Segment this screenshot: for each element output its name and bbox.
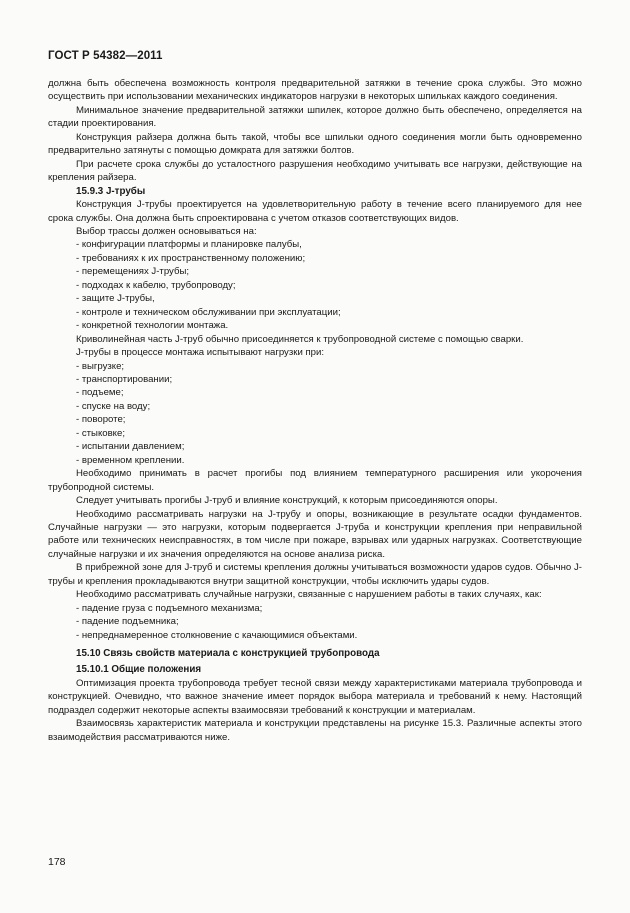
- list-item: - спуске на воду;: [76, 400, 151, 412]
- list-item: - временном креплении.: [76, 454, 185, 466]
- list-item: - конфигурации платформы и планировке палубы,: [76, 239, 302, 251]
- subsection-heading: 15.10.1 Общие положения: [76, 664, 202, 676]
- paragraph: должна быть обеспечена возможность контроля предварительной затяжки в течение срока службы. Это можно осуществить при использовании механических индикаторов нагрузки в некоторых шпильках каждого соединения.: [48, 78, 582, 103]
- paragraph: При расчете срока службы до усталостного разрушения необходимо учитывать все нагрузки, действующие на крепления райзера.: [48, 158, 582, 184]
- paragraph: Конструкция райзера должна быть такой, чтобы все шпильки одного соединения могли быть одновременно предварительно затянуты с помощью домкрата для затяжки болтов.: [48, 131, 582, 157]
- paragraph: Криволинейная часть J-труб обычно присоединяется к трубопроводной системе с помощью сварки.: [76, 333, 524, 345]
- document-body: [48, 77, 582, 744]
- list-item: - требованиях к их пространственному положению;: [76, 252, 306, 264]
- list-item: - падение груза с подъемного механизма;: [76, 602, 263, 614]
- paragraph: Следует учитывать прогибы J-труб и влияние конструкций, к которым присоединяются опоры.: [76, 495, 498, 507]
- list-item: - контроле и техническом обслуживании при эксплуатации;: [76, 306, 341, 318]
- list-item: - подходах к кабелю, трубопроводу;: [76, 279, 236, 291]
- list-item: - падение подъемника;: [76, 616, 179, 628]
- paragraph: J-трубы в процессе монтажа испытывают нагрузки при:: [76, 347, 325, 359]
- subsection-heading: 15.9.3 J-трубы: [76, 185, 146, 197]
- list-item: - испытании давлением;: [76, 441, 185, 453]
- paragraph: В прибрежной зоне для J-труб и системы крепления должны учитываться возможности ударов судов. Обычно J-трубы и крепления прокладываются внутри защитной конструкции, чтобы исключить удары судов.: [48, 562, 582, 587]
- document-header: ГОСТ Р 54382—2011: [48, 50, 163, 62]
- paragraph: Минимальное значение предварительной затяжки шпилек, которое должно быть обеспечено, определяется на стадии проектирования.: [48, 104, 582, 130]
- list-item: - защите J-трубы,: [76, 293, 155, 305]
- list-item: - стыковке;: [76, 427, 125, 439]
- paragraph: Необходимо принимать в расчет прогибы под влиянием температурного расширения или укорочения трубопродной системы.: [48, 468, 582, 493]
- list-item: - конкретной технологии монтажа.: [76, 320, 229, 332]
- paragraph: Выбор трассы должен основываться на:: [76, 225, 257, 237]
- list-item: - повороте;: [76, 414, 126, 426]
- paragraph: Необходимо рассматривать нагрузки на J-трубу и опоры, возникающие в результате осадки фундаментов. Случайные нагрузки — это нагрузки, которым подвергается J-труба и конструкции крепления при неправильной работе или технических неисправностях, в том числе при пожаре, взрывах или ударных нагрузках. Соответствующие случайные нагрузки и их значения определяются на основе анализа риска.: [48, 508, 582, 560]
- paragraph: Необходимо рассматривать случайные нагрузки, связанные с нарушением работы в таких случаях, как:: [76, 589, 542, 601]
- list-item: - выгрузке;: [76, 360, 125, 372]
- list-item: - непреднамеренное столкновение с качающимися объектами.: [76, 629, 358, 641]
- paragraph: Конструкция J-трубы проектируется на удовлетворительную работу в течение всего планируемого для нее срока службы. Она должна быть спроектирована с учетом отказов соответствующих видов.: [48, 199, 582, 224]
- list-item: - подъеме;: [76, 387, 124, 399]
- page-number: 178: [48, 856, 66, 868]
- list-item: - перемещениях J-трубы;: [76, 266, 190, 278]
- section-heading: 15.10 Связь свойств материала с конструкцией трубопровода: [76, 648, 380, 660]
- paragraph: Взаимосвязь характеристик материала и конструкции представлены на рисунке 15.3. Различные аспекты этого взаимодействия рассматриваются ниже.: [48, 718, 582, 743]
- list-item: - транспортировании;: [76, 373, 173, 385]
- paragraph: Оптимизация проекта трубопровода требует тесной связи между характеристиками материала трубопровода и конструкцией. Очевидно, что важное значение имеет порядок выбора материала и требований к нему. Настоящий подраздел содержит некоторые аспекты взаимосвязи требований к конструкции и материалам.: [48, 677, 582, 716]
